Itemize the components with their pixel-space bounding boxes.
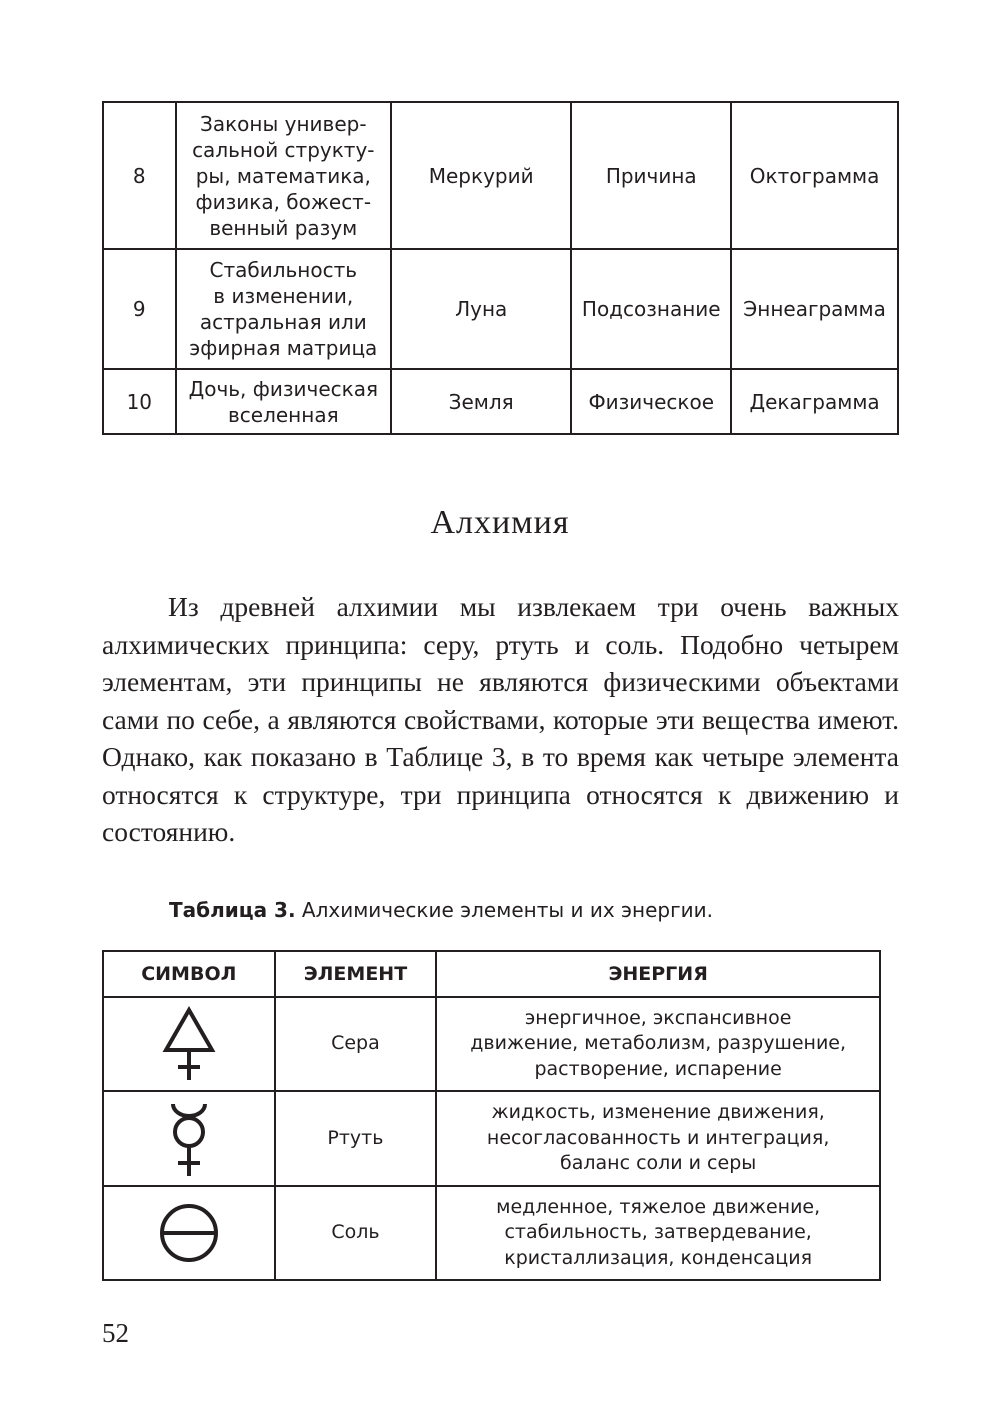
row-description: Дочь, физическая вселенная bbox=[176, 369, 391, 434]
row-planet: Земля bbox=[391, 369, 571, 434]
table-row bbox=[103, 102, 898, 249]
table-row bbox=[103, 997, 880, 1091]
energy-cell: жидкость, изменение движения, несогласованность и интеграция, баланс соли и серы bbox=[436, 1091, 880, 1186]
sulfur-icon bbox=[159, 1004, 219, 1084]
salt-icon bbox=[154, 1198, 224, 1268]
element-cell: Ртуть bbox=[275, 1091, 437, 1186]
page-number: 52 bbox=[102, 1318, 129, 1348]
section-title: Алхимия bbox=[430, 504, 570, 541]
row-figure: Октограмма bbox=[731, 102, 898, 249]
row-number: 8 bbox=[103, 102, 176, 249]
row-quality: Причина bbox=[571, 102, 731, 249]
table-caption bbox=[169, 898, 713, 922]
caption-text: Алхимические элементы и их энергии. bbox=[295, 898, 713, 922]
header-energy: ЭНЕРГИЯ bbox=[436, 951, 880, 997]
table-header-row bbox=[103, 951, 880, 997]
row-figure: Эннеаграмма bbox=[731, 249, 898, 369]
energy-cell: энергичное, экспансивное движение, метаболизм, разрушение, растворение, испарение bbox=[436, 997, 880, 1091]
symbol-cell bbox=[103, 997, 275, 1091]
element-cell: Соль bbox=[275, 1186, 437, 1280]
row-planet: Меркурий bbox=[391, 102, 571, 249]
header-element: ЭЛЕМЕНТ bbox=[275, 951, 437, 997]
body-paragraph: Из древней алхимии мы извлекаем три очень важных алхимических принципа: серу, ртуть и соль. Подобно четырем элементам, эти принципы не являются физическими объектами сами по себе, а являются свойствами, которые эти вещества имеют. Однако, как показано в Таблице 3, в то время как четыре элемента относятся к структуре, три принципа относятся к движению и состоянию. bbox=[102, 591, 899, 847]
row-number: 10 bbox=[103, 369, 176, 434]
row-description: Законы универ- сальной структу- ры, математика, физика, божест- венный разум bbox=[176, 102, 391, 249]
table-row bbox=[103, 1186, 880, 1280]
header-symbol: СИМВОЛ bbox=[103, 951, 275, 997]
energy-cell: медленное, тяжелое движение, стабильность, затвердевание, кристаллизация, конденсация bbox=[436, 1186, 880, 1280]
table-row bbox=[103, 369, 898, 434]
symbol-cell bbox=[103, 1186, 275, 1280]
row-description: Стабильность в изменении, астральная или эфирная матрица bbox=[176, 249, 391, 369]
alchemy-table bbox=[102, 950, 881, 1281]
mercury-icon bbox=[159, 1099, 219, 1179]
table-row bbox=[103, 1091, 880, 1186]
sephiroth-table bbox=[102, 101, 899, 435]
row-quality: Физическое bbox=[571, 369, 731, 434]
row-quality: Подсознание bbox=[571, 249, 731, 369]
row-number: 9 bbox=[103, 249, 176, 369]
row-figure: Декаграмма bbox=[731, 369, 898, 434]
symbol-cell bbox=[103, 1091, 275, 1186]
table-row bbox=[103, 249, 898, 369]
element-cell: Сера bbox=[275, 997, 437, 1091]
caption-label: Таблица 3. bbox=[169, 898, 296, 922]
row-planet: Луна bbox=[391, 249, 571, 369]
